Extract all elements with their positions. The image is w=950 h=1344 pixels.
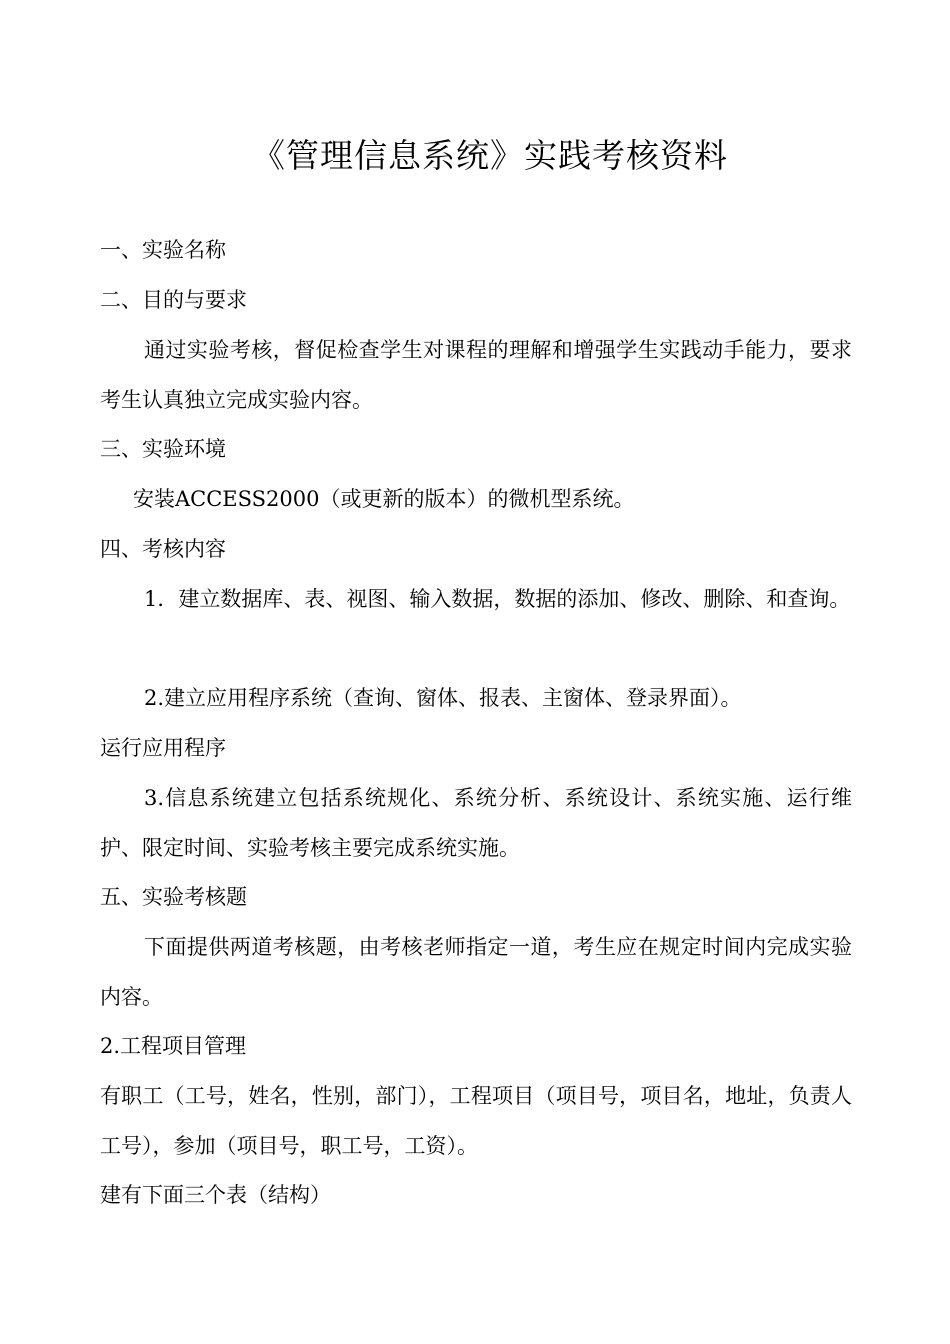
section-heading-content: 四、考核内容 [100, 537, 226, 561]
paragraph-project-management: 有职工（工号，姓名，性别，部门），工程项目（项目号，项目名，地址，负责人工号），参加（项目号，职工号，工资）。 [100, 1084, 852, 1158]
list-item-content-1: 1．建立数据库、表、视图、输入数据，数据的添加、修改、删除、和查询。 [144, 587, 851, 611]
section-heading-purpose: 二、目的与要求 [100, 288, 247, 312]
section-heading-environment: 三、实验环境 [100, 437, 226, 461]
paragraph-exam-topics: 下面提供两道考核题，由考核老师指定一道，考生应在规定时间内完成实验内容。 [100, 935, 852, 1009]
paragraph-environment: 安装ACCESS2000（或更新的版本）的微机型系统。 [133, 487, 635, 511]
topic-heading-project-management: 2.工程项目管理 [100, 1034, 247, 1058]
section-heading-exam-topics: 五、实验考核题 [100, 885, 247, 909]
page-title: 《管理信息系统》实践考核资料 [252, 136, 728, 175]
list-item-content-3: 3.信息系统建立包括系统规化、系统分析、系统设计、系统实施、运行维护、限定时间、实验考核主要完成系统实施。 [100, 786, 852, 860]
paragraph-tables-intro: 建有下面三个表（结构） [100, 1183, 331, 1207]
section-heading-experiment-name: 一、实验名称 [100, 238, 226, 262]
list-item-content-2: 2.建立应用程序系统（查询、窗体、报表、主窗体、登录界面）。 [144, 686, 742, 710]
paragraph-purpose: 通过实验考核，督促检查学生对课程的理解和增强学生实践动手能力，要求考生认真独立完成实验内容。 [100, 338, 852, 412]
list-item-content-2-continued: 运行应用程序 [100, 736, 226, 760]
